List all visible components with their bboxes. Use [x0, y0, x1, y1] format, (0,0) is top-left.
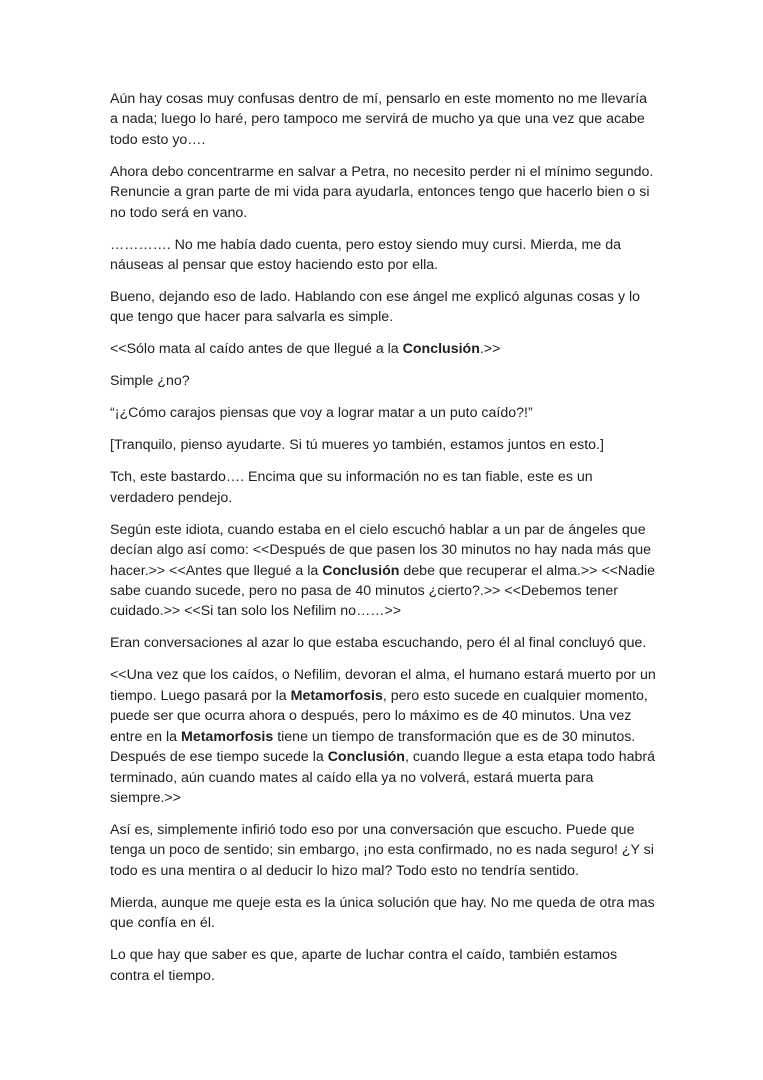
paragraph [110, 520, 658, 622]
paragraph [110, 893, 658, 934]
paragraph [110, 467, 658, 508]
text-run: “¡¿Cómo carajos piensas que voy a lograr matar a un puto caído?!” [110, 405, 533, 422]
text-run: , pero esto sucede en cualquier momento, puede ser que ocurra ahora o después, pero lo máximo es de 40 minutos. Una vez entre en la [110, 687, 648, 745]
paragraph [110, 435, 658, 455]
text-run: Según este idiota, cuando estaba en el cielo escuchó hablar a un par de ángeles que decían algo así como: <<Después de que pasen los 30 minutos no hay nada más que hacer.>> <<Antes que llegué a la [110, 521, 652, 579]
text-run: Eran conversaciones al azar lo que estaba escuchando, pero él al final concluyó que. [110, 635, 647, 652]
paragraph [110, 89, 658, 150]
text-run: Lo que hay que saber es que, aparte de luchar contra el caído, también estamos contra el tiempo. [110, 947, 618, 984]
paragraph [110, 235, 658, 276]
text-run: .>> [479, 341, 501, 358]
text-run: Aún hay cosas muy confusas dentro de mí, pensarlo en este momento no me llevaría a nada; luego lo haré, pero tampoco me servirá de mucho ya que una vez que acabe todo esto yo…. [110, 91, 648, 148]
text-run: debe que recuperar el alma.>> <<Nadie sabe cuando sucede, pero no pasa de 40 minutos ¿cierto?.>> <<Debemos tener cuidado.>> <<Si tan solo los Nefilim no……>> [110, 562, 656, 620]
bold-term: Conclusión [402, 341, 480, 358]
text-run: Ahora debo concentrarme en salvar a Petra, no necesito perder ni el mínimo segundo. Renuncie a gran parte de mi vida para ayudarla, entonces tengo que hacerlo bien o si no todo será en vano. [110, 163, 654, 221]
text-run: , cuando llegue a esta etapa todo habrá terminado, aún cuando mates al caído ella ya no volverá, estará muerta para siempre.>> [110, 749, 655, 806]
body-text [110, 89, 658, 998]
paragraph [110, 945, 658, 986]
bold-term: Conclusión [327, 749, 405, 766]
text-run: Mierda, aunque me queje esta es la única solución que hay. No me queda de otra mas que confía en él. [110, 894, 655, 932]
text-run: <<Sólo mata al caído antes de que llegué a la [110, 341, 403, 358]
text-run: Simple ¿no? [110, 373, 190, 390]
text-run: tiene un tiempo de transformación que es de 30 minutos. Después de ese tiempo sucede la [110, 728, 636, 766]
paragraph [110, 371, 658, 391]
text-run: Así es, simplemente infirió todo eso por una conversación que escucho. Puede que tenga un poco de sentido; sin embargo, ¡no esta confirmado, no es nada seguro! ¿Y si todo es una mentira o al deducir lo hizo mal? Todo esto no tendría sentido. [110, 821, 654, 879]
bold-term: Metamorfosis [290, 687, 383, 704]
bold-term: Conclusión [322, 562, 400, 579]
paragraph [110, 633, 658, 653]
paragraph [110, 820, 658, 881]
paragraph [110, 665, 658, 808]
paragraph [110, 339, 658, 359]
text-run: [Tranquilo, pienso ayudarte. Si tú mueres yo también, estamos juntos en esto.] [110, 437, 604, 454]
paragraph [110, 403, 658, 423]
paragraph [110, 162, 658, 223]
text-run: Tch, este bastardo…. Encima que su información no es tan fiable, este es un verdadero pendejo. [110, 469, 593, 506]
text-run: …………. No me había dado cuenta, pero estoy siendo muy cursi. Mierda, me da náuseas al pensar que estoy haciendo esto por ella. [110, 236, 621, 274]
bold-term: Metamorfosis [181, 728, 274, 745]
text-run: Bueno, dejando eso de lado. Hablando con ese ángel me explicó algunas cosas y lo que tengo que hacer para salvarla es simple. [110, 289, 641, 326]
text-run: <<Una vez que los caídos, o Nefilim, devoran el alma, el humano estará muerto por un tiempo. Luego pasará por la [110, 667, 656, 704]
paragraph [110, 287, 658, 328]
